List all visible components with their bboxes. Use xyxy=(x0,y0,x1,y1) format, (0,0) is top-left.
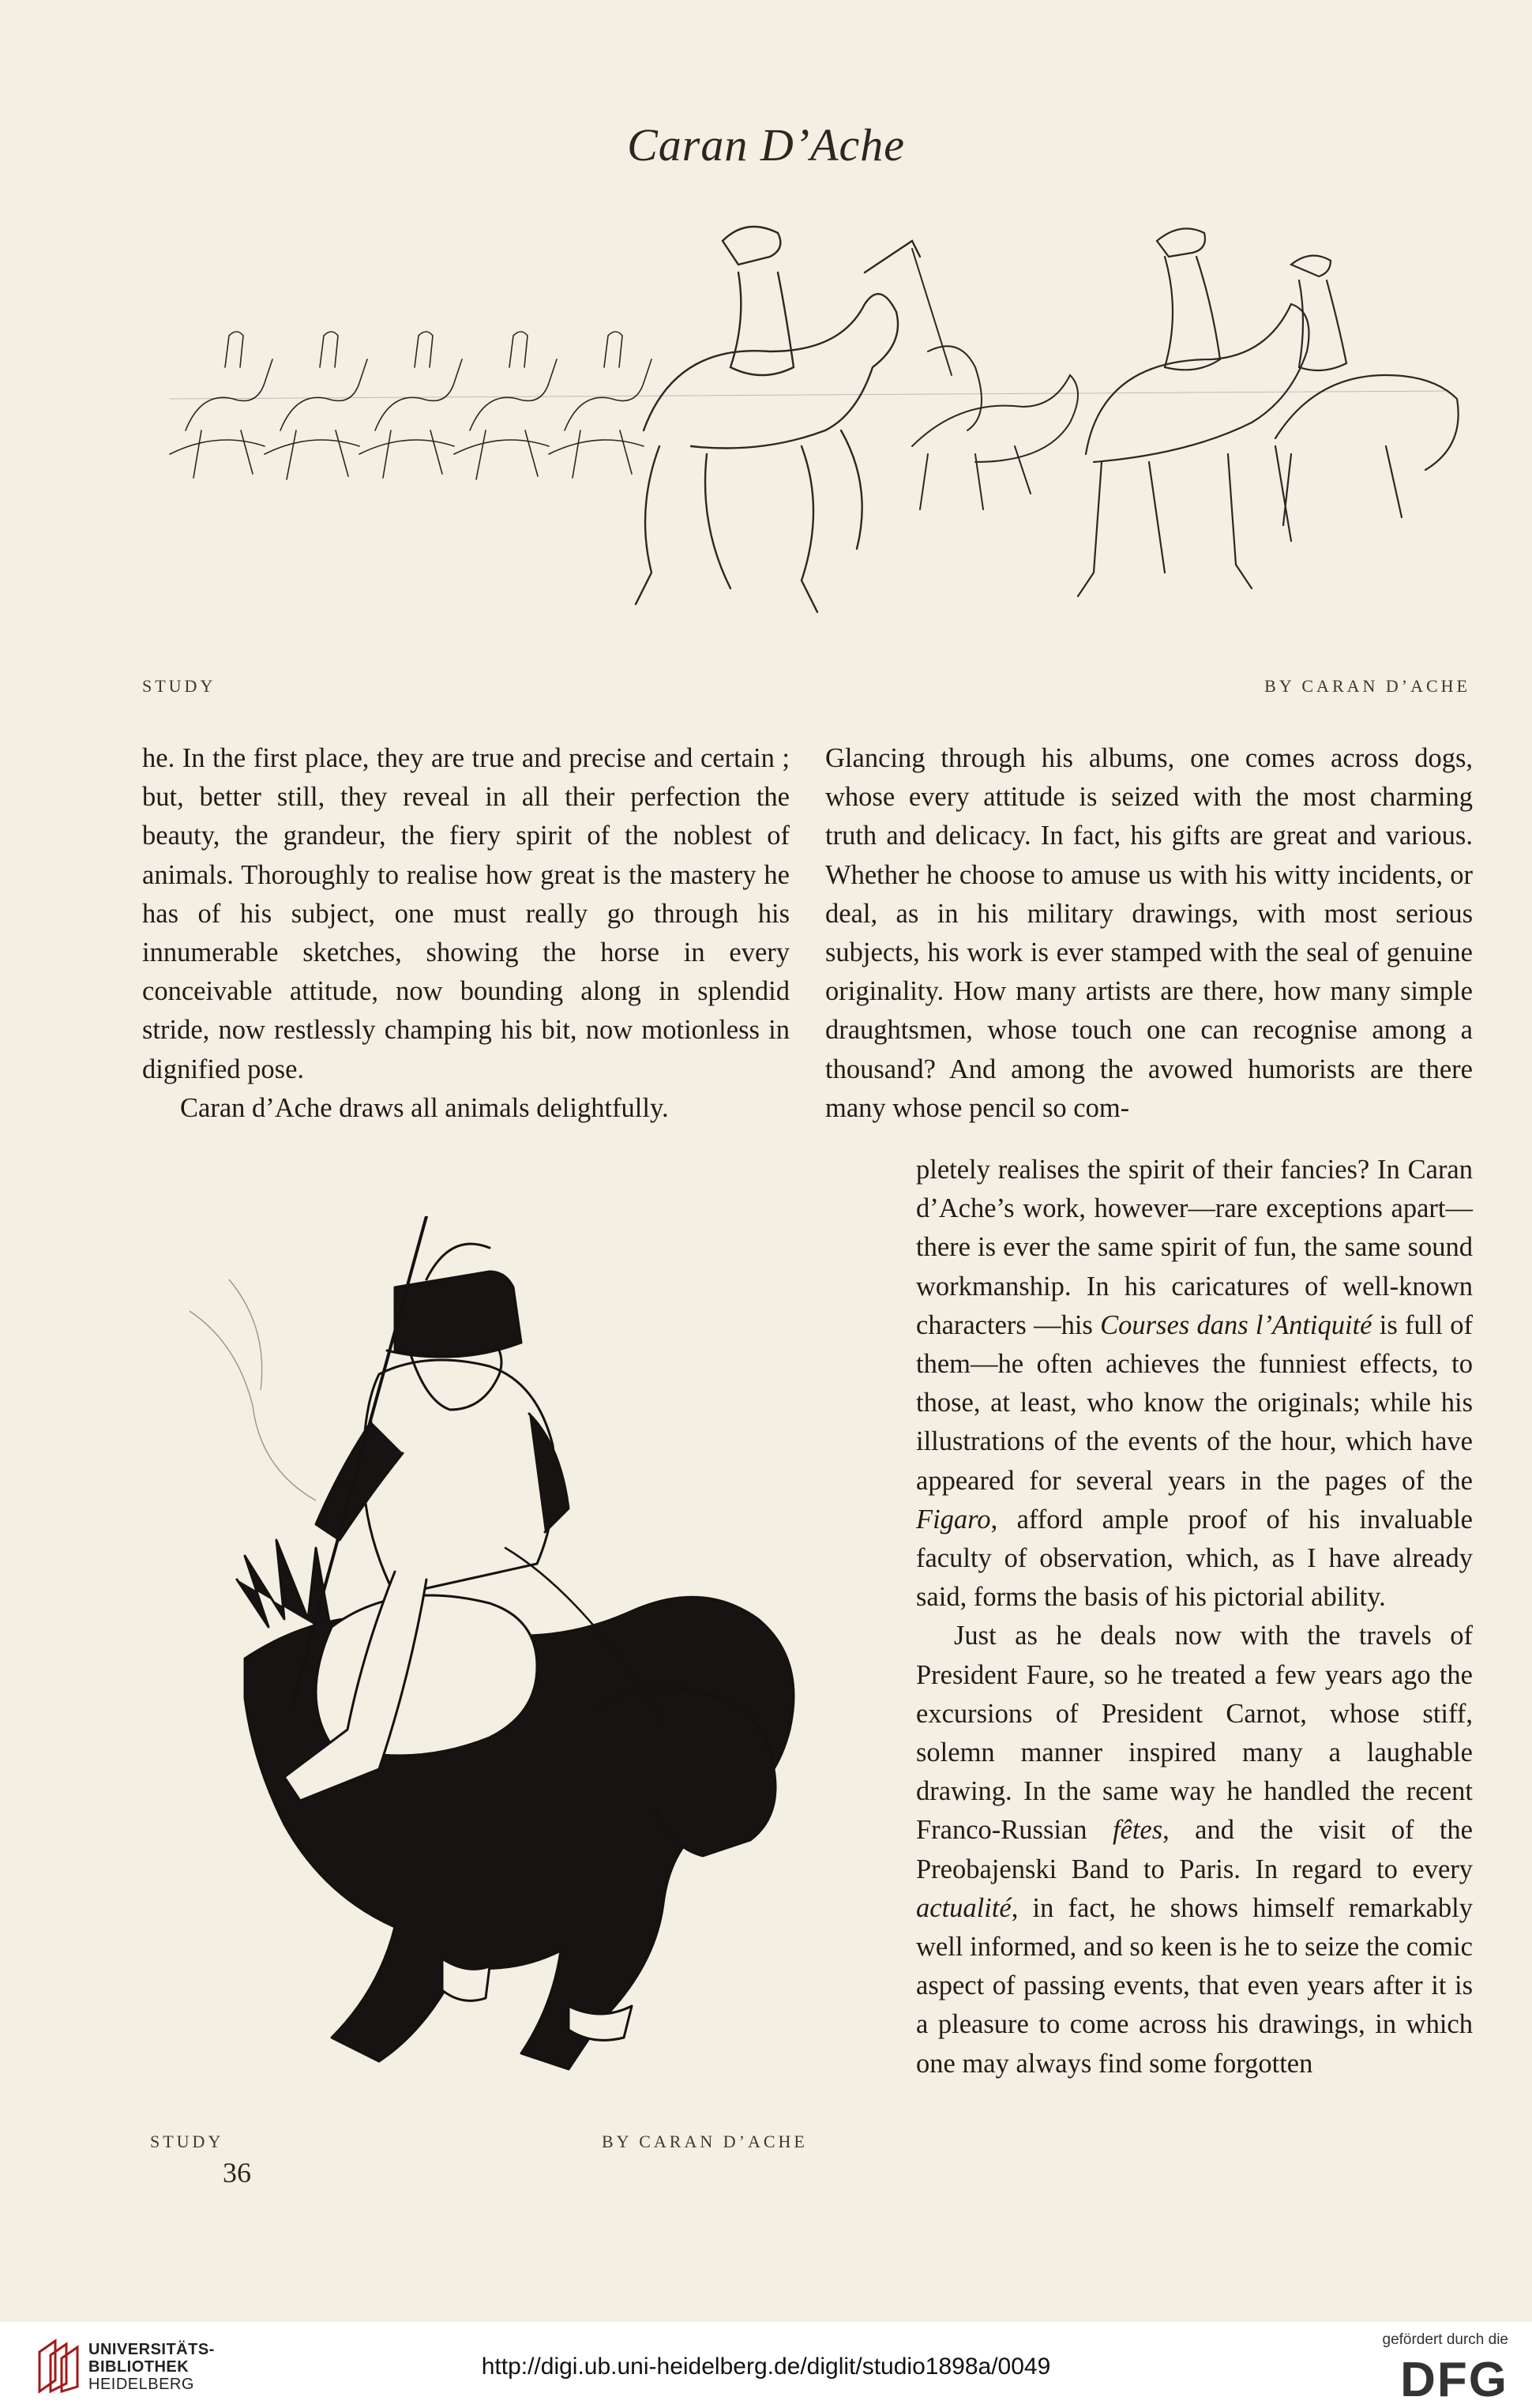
page-number: 36 xyxy=(223,2157,251,2188)
dfg-logo: DFG xyxy=(1400,2353,1508,2407)
funded-by-label: gefördert durch die xyxy=(1382,2331,1508,2348)
right-column-narrow xyxy=(916,1151,1473,2083)
lead-rider xyxy=(636,227,920,612)
text-run: is full of them—he often achieves the funniest effects, to those, at least, who know the originals; while his illustrations of the events of the hour, which have appeared for several years in the pages of the xyxy=(916,1309,1473,1496)
library-line-2: BIBLIOTHEK xyxy=(88,2358,190,2376)
left-paragraph-2: Caran d’Ache draws all animals delightfully. xyxy=(180,1092,669,1123)
right-column-top xyxy=(825,739,1473,1128)
left-paragraph-1: he. In the first place, they are true and precise and certain ; but, better still, they reveal in all their perfection the beauty, the grandeur, the fiery spirit of the noblest of animals. Thoroughly to realise how great is the mastery he has of his subject, one must really go through his innumerable sketches, showing the horse in every conceivable attitude, now bounding along in splendid stride, now restlessly champing his bit, now motionless in dignified pose. xyxy=(142,743,790,1084)
text-run: , and the visit of the Preobajenski Band to Paris. In regard to every xyxy=(916,1815,1473,1884)
italic-title-figaro: Figaro xyxy=(916,1504,991,1535)
right-riders xyxy=(1078,228,1459,596)
top-caption-left: STUDY xyxy=(142,676,216,696)
running-title: Caran D’Ache xyxy=(627,119,905,171)
bottom-caption-right: BY CARAN D’ACHE xyxy=(602,2132,808,2151)
cavalry-sketch-illustration xyxy=(154,193,1465,652)
text-run: , afford ample proof of his invaluable faculty of observation, which, as I have already said, forms the basis of his pictorial ability. xyxy=(916,1504,1473,1613)
digitization-footer xyxy=(0,2322,1532,2408)
bottom-caption-left: STUDY xyxy=(150,2132,224,2151)
italic-fetes: fêtes xyxy=(1112,1815,1163,1846)
source-url-link[interactable]: http://digi.ub.uni-heidelberg.de/diglit/studio1898a/0049 xyxy=(481,2354,1051,2380)
right-paragraph-2 xyxy=(916,1617,1473,2083)
italic-title-courses: Courses dans l’Antiquité xyxy=(1100,1309,1372,1340)
library-line-1: UNIVERSITÄTS- xyxy=(88,2341,215,2358)
distant-riders xyxy=(170,332,651,479)
text-run: , in fact, he shows himself remarkably well informed, and so keen is he to seize the comic aspect of passing events, that even years after it is a pleasure to come across his drawings, in which one may always find some forgotten xyxy=(916,1892,1473,2079)
text-run: Just as he deals now with the travels of President Faure, so he treated a few years ago the excursions of President Carnot, whose stiff, solemn manner inspired many a laughable drawing. In the same way he handled the recent Franco-Russian xyxy=(916,1621,1473,1846)
mounted-soldier-illustration xyxy=(158,1216,829,2093)
top-caption-right: BY CARAN D’ACHE xyxy=(1264,676,1470,696)
right-paragraph-1-continued xyxy=(916,1151,1473,1617)
left-column xyxy=(142,739,790,1128)
lance-rider xyxy=(912,249,1078,509)
library-line-3: HEIDELBERG xyxy=(88,2376,194,2393)
right-paragraph-1-top: Glancing through his albums, one comes across dogs, whose every attitude is seized with the most charming truth and delicacy. In fact, his gifts are great and various. Whether he choose to amuse us with his witty incidents, or deal, as in his military drawings, with most serious subjects, his work is ever stamped with the seal of genuine originality. How many artists are there, how many simple draughtsmen, whose touch one can recognise among a thousand? And among the avowed humorists are there many whose pencil so com- xyxy=(825,743,1473,1123)
italic-actualite: actualité xyxy=(916,1892,1012,1923)
text-run: pletely realises the spirit of their fancies? In Caran d’Ache’s work, however—rare exceptions apart—there is ever the same spirit of fun, the same sound workmanship. In his caricatures of well-known characters —his xyxy=(916,1155,1473,1340)
